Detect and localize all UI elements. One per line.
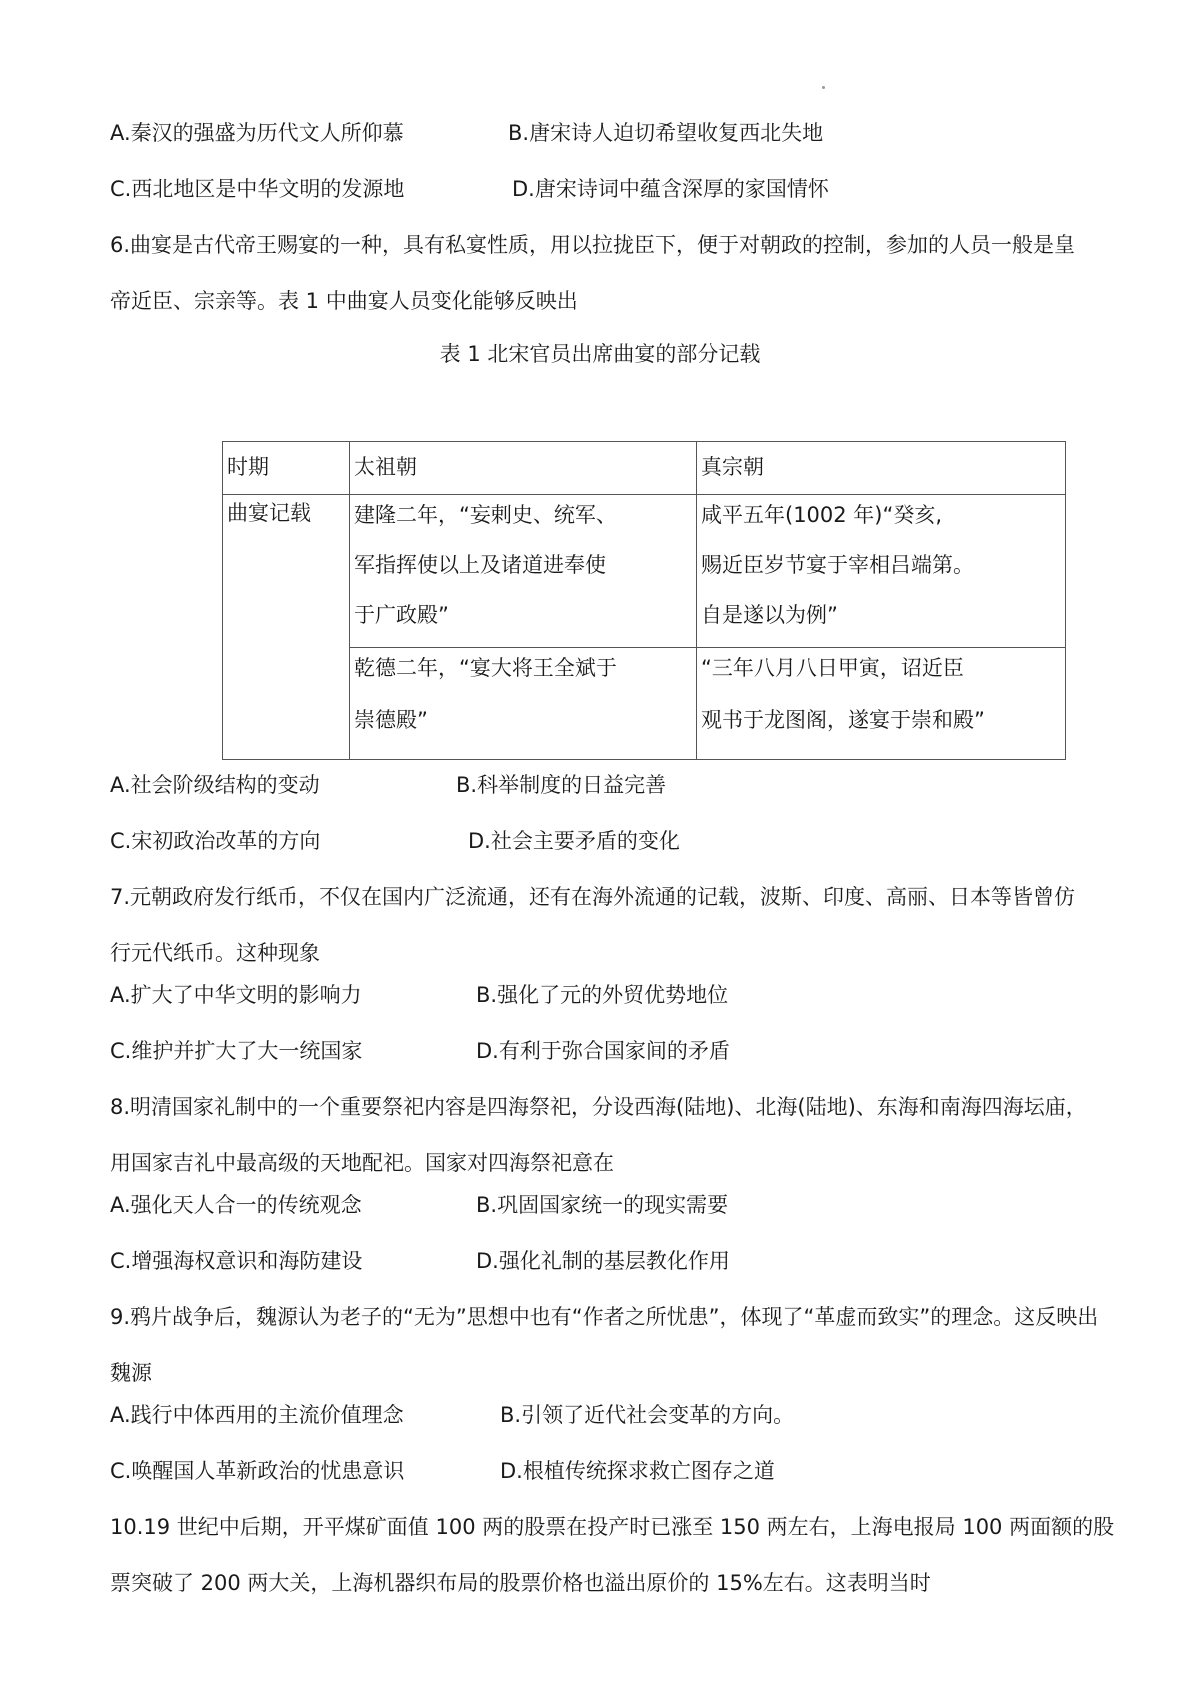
q7-stem-line-1: 7.元朝政府发行纸币，不仅在国内广泛流通，还有在海外流通的记载，波斯、印度、高丽、日本等皆曾仿 (110, 885, 1076, 909)
q8-option-a: A.强化天人合一的传统观念 (110, 1193, 362, 1217)
scan-dot (822, 86, 825, 89)
q9-option-a: A.践行中体西用的主流价值理念 (110, 1403, 404, 1427)
q6-stem-line-2: 帝近臣、宗亲等。表 1 中曲宴人员变化能够反映出 (110, 289, 578, 313)
table-row-label: 曲宴记载 (223, 495, 350, 760)
q6-option-b: B.科举制度的日益完善 (456, 773, 667, 797)
q10-stem-line-2: 票突破了 200 两大关，上海机器织布局的股票价格也溢出原价的 15%左右。这表明当时 (110, 1571, 931, 1595)
table-caption: 表 1 北宋官员出席曲宴的部分记载 (439, 342, 761, 366)
q7-option-c: C.维护并扩大了大一统国家 (110, 1039, 363, 1063)
q9-option-d: D.根植传统探求救亡图存之道 (500, 1459, 775, 1483)
q9-option-b: B.引领了近代社会变革的方向。 (500, 1403, 795, 1427)
q5-option-a: A.秦汉的强盛为历代文人所仰慕 (110, 121, 404, 145)
table-cell-zhenzong-1: 咸平五年(1002 年)“癸亥, 赐近臣岁节宴于宰相吕端第。 自是遂以为例” (697, 495, 1066, 648)
q8-option-c: C.增强海权意识和海防建设 (110, 1249, 363, 1273)
q6-stem-line-1: 6.曲宴是古代帝王赐宴的一种，具有私宴性质，用以拉拢臣下，便于对朝政的控制，参加的人员一般是皇 (110, 233, 1076, 257)
table-cell-taizu-1: 建隆二年，“妄剌史、统军、 军指挥使以上及诸道进奉使 于广政殿” (350, 495, 697, 648)
q7-option-a: A.扩大了中华文明的影响力 (110, 983, 362, 1007)
table-header-period: 时期 (223, 442, 350, 495)
table-cell-zhenzong-2: “三年八月八日甲寅，诏近臣 观书于龙图阁，遂宴于崇和殿” (697, 648, 1066, 760)
q5-option-c: C.西北地区是中华文明的发源地 (110, 177, 405, 201)
q8-stem-line-2: 用国家吉礼中最高级的天地配祀。国家对四海祭祀意在 (110, 1151, 614, 1175)
q7-option-d: D.有利于弥合国家间的矛盾 (476, 1039, 730, 1063)
banquet-records-table (222, 441, 1066, 760)
q5-option-d: D.唐宋诗词中蕴含深厚的家国情怀 (512, 177, 829, 201)
q9-option-c: C.唤醒国人革新政治的忧患意识 (110, 1459, 405, 1483)
q6-option-c: C.宋初政治改革的方向 (110, 829, 321, 853)
q6-option-a: A.社会阶级结构的变动 (110, 773, 320, 797)
q5-option-b: B.唐宋诗人迫切希望收复西北失地 (508, 121, 824, 145)
q10-stem-line-1: 10.19 世纪中后期，开平煤矿面值 100 两的股票在投产时已涨至 150 两左右，上海电报局 100 两面额的股 (110, 1515, 1115, 1539)
table-header-zhenzong: 真宗朝 (697, 442, 1066, 495)
q8-option-b: B.巩固国家统一的现实需要 (476, 1193, 729, 1217)
q9-stem-line-1: 9.鸦片战争后，魏源认为老子的“无为”思想中也有“作者之所忧患”，体现了“革虚而致实”的理念。这反映出 (110, 1305, 1099, 1329)
q9-stem-line-2: 魏源 (110, 1361, 152, 1385)
q8-option-d: D.强化礼制的基层教化作用 (476, 1249, 730, 1273)
q6-option-d: D.社会主要矛盾的变化 (468, 829, 680, 853)
table-header-taizu: 太祖朝 (350, 442, 697, 495)
q7-option-b: B.强化了元的外贸优势地位 (476, 983, 729, 1007)
table-cell-taizu-2: 乾德二年，“宴大将王全斌于 崇德殿” (350, 648, 697, 760)
q7-stem-line-2: 行元代纸币。这种现象 (110, 941, 320, 965)
q8-stem-line-1: 8.明清国家礼制中的一个重要祭祀内容是四海祭祀，分设西海(陆地)、北海(陆地)、东海和南海四海坛庙， (110, 1095, 1087, 1119)
